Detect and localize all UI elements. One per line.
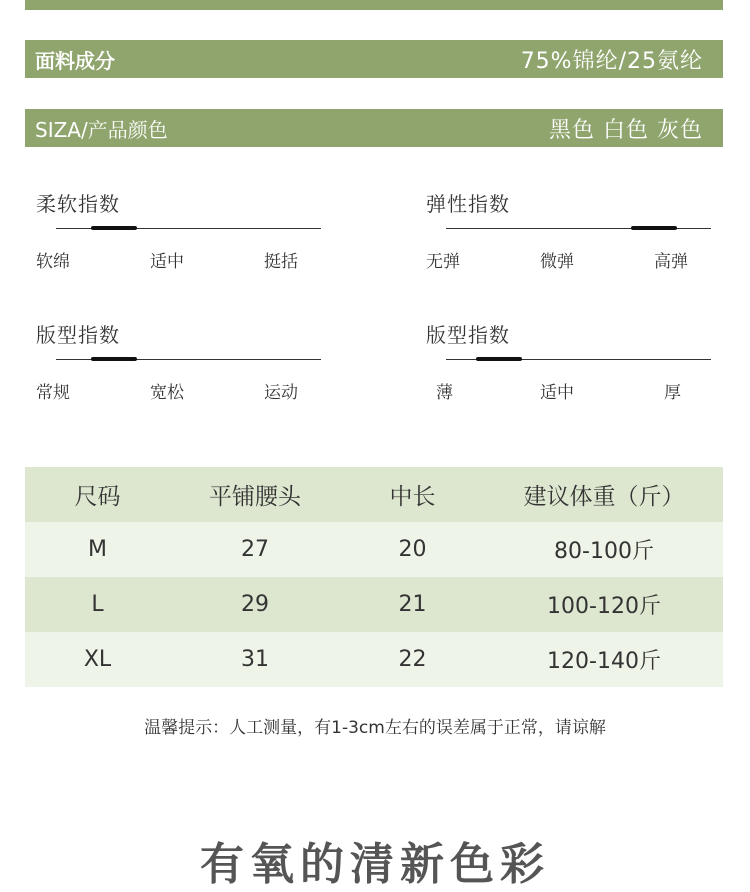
index-label: 宽松: [150, 383, 184, 403]
cell-waist: 27: [170, 522, 340, 577]
fabric-label: 面料成分: [35, 48, 115, 73]
index-marker: [91, 357, 137, 361]
cell-size: M: [25, 522, 170, 577]
color-value: 黑色 白色 灰色: [549, 117, 703, 143]
index-label: 挺括: [264, 252, 298, 272]
cell-length: 22: [340, 632, 485, 687]
fabric-value: 75%锦纶/25氨纶: [520, 48, 703, 74]
color-label: SIZA/产品颜色: [35, 117, 168, 142]
table-row: [25, 577, 723, 632]
measurement-tip: 温馨提示：人工测量，有1-3cm左右的误差属于正常，请谅解: [144, 718, 606, 738]
slogan-heading: 有氧的清新色彩: [200, 839, 550, 890]
index-marker: [476, 357, 522, 361]
index-marker: [631, 226, 677, 230]
index-label: 厚: [664, 383, 681, 403]
index-marker: [91, 226, 137, 230]
index-label: 薄: [436, 383, 453, 403]
cell-weight: 80-100斤: [485, 522, 723, 577]
cell-size: XL: [25, 632, 170, 687]
index-title: 版型指数: [36, 323, 120, 347]
size-table: [25, 467, 723, 687]
index-label: 适中: [150, 252, 184, 272]
index-label: 无弹: [426, 252, 460, 272]
cell-length: 21: [340, 577, 485, 632]
cell-size: L: [25, 577, 170, 632]
cell-waist: 31: [170, 632, 340, 687]
fit-index: [26, 319, 316, 403]
fabric-banner: [25, 40, 723, 78]
header-waist: 平铺腰头: [170, 467, 340, 522]
index-label: 常规: [36, 383, 70, 403]
index-title: 版型指数: [426, 323, 510, 347]
table-header-row: [25, 467, 723, 522]
index-label: 高弹: [654, 252, 688, 272]
index-label: 适中: [540, 383, 574, 403]
cell-weight: 120-140斤: [485, 632, 723, 687]
index-title: 柔软指数: [36, 192, 120, 216]
top-banner-strip: [25, 0, 723, 10]
index-label: 运动: [264, 383, 298, 403]
header-length: 中长: [340, 467, 485, 522]
index-title: 弹性指数: [426, 192, 510, 216]
table-row: [25, 522, 723, 577]
color-banner: [25, 109, 723, 147]
cell-length: 20: [340, 522, 485, 577]
table-row: [25, 632, 723, 687]
cell-waist: 29: [170, 577, 340, 632]
header-weight: 建议体重（斤）: [485, 467, 723, 522]
softness-index: [26, 188, 316, 272]
index-label: 微弹: [540, 252, 574, 272]
header-size: 尺码: [25, 467, 170, 522]
index-label: 软绵: [36, 252, 70, 272]
elasticity-index: [416, 188, 706, 272]
cell-weight: 100-120斤: [485, 577, 723, 632]
thickness-index: [416, 319, 706, 403]
